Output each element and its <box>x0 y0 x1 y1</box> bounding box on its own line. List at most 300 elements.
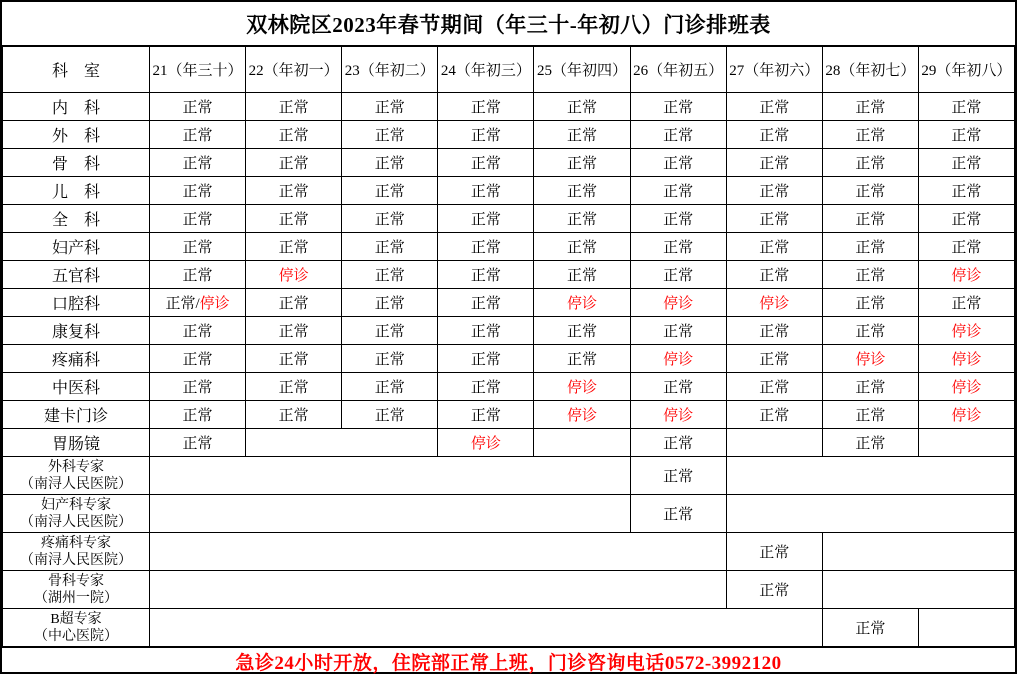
status-open: 正常 <box>855 380 886 396</box>
schedule-cell <box>438 401 534 429</box>
status-open: 正常 <box>855 621 886 637</box>
status-open: 正常 <box>759 128 790 144</box>
status-open: 正常 <box>566 268 597 284</box>
schedule-cell <box>246 177 342 205</box>
table-row <box>3 571 1015 609</box>
status-open: 正常 <box>951 296 982 312</box>
schedule-cell <box>822 205 918 233</box>
status-open: 正常 <box>663 380 694 396</box>
status-open: 正常 <box>759 156 790 172</box>
schedule-cell <box>822 289 918 317</box>
schedule-cell <box>822 571 1014 609</box>
schedule-cell <box>918 609 1014 647</box>
schedule-cell <box>726 93 822 121</box>
status-open: 正常 <box>278 156 309 172</box>
schedule-cell <box>726 457 1014 495</box>
status-open: 正常 <box>951 100 982 116</box>
status-open: 正常 <box>663 436 694 452</box>
schedule-cell <box>534 261 630 289</box>
status-closed: 停诊 <box>951 268 982 284</box>
dept-name: 妇产科专家 <box>41 497 111 513</box>
page-title: 双林院区2023年春节期间（年三十-年初八）门诊排班表 <box>2 2 1015 46</box>
schedule-cell <box>246 149 342 177</box>
schedule-cell <box>150 261 246 289</box>
status-open: 正常 <box>759 212 790 228</box>
dept-label <box>3 571 150 609</box>
status-open: 正常 <box>663 212 694 228</box>
status-open: 正常 <box>182 100 213 116</box>
status-open: 正常 <box>759 240 790 256</box>
schedule-cell <box>438 317 534 345</box>
status-open: 正常 <box>566 184 597 200</box>
schedule-cell <box>246 345 342 373</box>
schedule-cell <box>150 571 727 609</box>
schedule-cell <box>150 495 631 533</box>
status-open: 正常 <box>663 268 694 284</box>
schedule-cell <box>534 205 630 233</box>
status-open: 正常 <box>951 240 982 256</box>
dept-hospital: （南浔人民医院） <box>20 514 132 530</box>
schedule-cell <box>246 205 342 233</box>
dept-label: 五官科 <box>3 261 150 289</box>
table-row <box>3 205 1015 233</box>
schedule-cell <box>342 177 438 205</box>
dept-name: 外科专家 <box>48 459 104 475</box>
schedule-cell <box>630 401 726 429</box>
schedule-cell <box>342 289 438 317</box>
schedule-cell <box>726 121 822 149</box>
schedule-cell <box>246 401 342 429</box>
schedule-cell <box>342 401 438 429</box>
dept-label: 外 科 <box>3 121 150 149</box>
day-header: 29（年初八） <box>918 47 1014 93</box>
schedule-cell <box>438 149 534 177</box>
table-row <box>3 177 1015 205</box>
status-closed: 停诊 <box>199 296 230 312</box>
status-open: 正常 <box>470 296 501 312</box>
schedule-cell <box>150 93 246 121</box>
status-open: 正常 <box>278 100 309 116</box>
status-open: 正常 <box>278 296 309 312</box>
schedule-cell <box>534 121 630 149</box>
status-closed: 停诊 <box>951 352 982 368</box>
dept-hospital: （南浔人民医院） <box>20 476 132 492</box>
dept-label <box>3 495 150 533</box>
dept-hospital: （南浔人民医院） <box>20 552 132 568</box>
schedule-cell <box>438 205 534 233</box>
schedule-cell <box>246 93 342 121</box>
status-open: 正常 <box>182 268 213 284</box>
schedule-cell <box>534 289 630 317</box>
schedule-cell <box>822 401 918 429</box>
status-open: 正常 <box>470 268 501 284</box>
schedule-cell <box>630 93 726 121</box>
table-row <box>3 373 1015 401</box>
schedule-cell <box>630 289 726 317</box>
status-open: 正常 <box>374 380 405 396</box>
schedule-cell <box>438 121 534 149</box>
schedule-cell <box>150 373 246 401</box>
table-row <box>3 345 1015 373</box>
day-header: 24（年初三） <box>438 47 534 93</box>
schedule-cell <box>726 345 822 373</box>
status-open: 正常 <box>470 240 501 256</box>
table-row <box>3 233 1015 261</box>
schedule-cell <box>726 533 822 571</box>
schedule-cell <box>918 373 1014 401</box>
schedule-cell <box>822 609 918 647</box>
schedule-cell <box>630 121 726 149</box>
table-row <box>3 609 1015 647</box>
schedule-cell <box>438 289 534 317</box>
schedule-cell <box>150 121 246 149</box>
schedule-cell <box>342 205 438 233</box>
dept-label: 骨 科 <box>3 149 150 177</box>
status-open: 正常 <box>566 100 597 116</box>
status-open: 正常 <box>759 324 790 340</box>
status-open: 正常 <box>663 184 694 200</box>
schedule-cell <box>342 373 438 401</box>
schedule-cell <box>918 261 1014 289</box>
status-open: 正常 <box>951 212 982 228</box>
status-open: 正常 <box>663 240 694 256</box>
dept-label: 疼痛科 <box>3 345 150 373</box>
schedule-cell <box>438 233 534 261</box>
status-open: 正常 <box>182 240 213 256</box>
status-closed: 停诊 <box>759 296 790 312</box>
status-open: 正常 <box>374 184 405 200</box>
schedule-cell <box>726 317 822 345</box>
status-open: 正常 <box>759 352 790 368</box>
status-closed: 停诊 <box>951 408 982 424</box>
status-open: 正常 <box>855 184 886 200</box>
status-open: 正常 <box>470 408 501 424</box>
schedule-cell <box>150 533 727 571</box>
schedule-cell <box>630 457 726 495</box>
schedule-body <box>3 93 1015 647</box>
status-open: 正常/ <box>165 296 200 312</box>
schedule-cell <box>822 121 918 149</box>
schedule-cell <box>630 495 726 533</box>
dept-hospital: （湖州一院） <box>34 590 118 606</box>
schedule-cell <box>150 345 246 373</box>
status-closed: 停诊 <box>566 408 597 424</box>
schedule-cell <box>150 609 823 647</box>
status-open: 正常 <box>470 380 501 396</box>
status-open: 正常 <box>855 408 886 424</box>
status-open: 正常 <box>855 100 886 116</box>
status-open: 正常 <box>759 380 790 396</box>
schedule-cell <box>150 233 246 261</box>
schedule-cell <box>246 289 342 317</box>
schedule-cell <box>534 317 630 345</box>
status-closed: 停诊 <box>951 380 982 396</box>
schedule-cell <box>918 149 1014 177</box>
dept-label: 胃肠镜 <box>3 429 150 457</box>
status-open: 正常 <box>278 184 309 200</box>
status-open: 正常 <box>855 268 886 284</box>
schedule-cell <box>534 149 630 177</box>
table-row <box>3 533 1015 571</box>
schedule-cell <box>630 429 726 457</box>
schedule-cell <box>726 495 1014 533</box>
schedule-cell <box>534 373 630 401</box>
status-open: 正常 <box>374 156 405 172</box>
schedule-cell <box>342 149 438 177</box>
status-open: 正常 <box>759 545 790 561</box>
status-open: 正常 <box>663 128 694 144</box>
table-row <box>3 261 1015 289</box>
status-open: 正常 <box>566 240 597 256</box>
schedule-cell <box>246 317 342 345</box>
schedule-cell <box>342 233 438 261</box>
dept-label: 妇产科 <box>3 233 150 261</box>
status-open: 正常 <box>566 128 597 144</box>
schedule-cell <box>150 429 246 457</box>
schedule-cell <box>822 533 1014 571</box>
day-header: 22（年初一） <box>246 47 342 93</box>
status-closed: 停诊 <box>951 324 982 340</box>
schedule-cell <box>246 373 342 401</box>
table-row <box>3 149 1015 177</box>
schedule-cell <box>630 233 726 261</box>
dept-label: 康复科 <box>3 317 150 345</box>
schedule-cell <box>726 571 822 609</box>
schedule-cell <box>342 261 438 289</box>
status-open: 正常 <box>566 212 597 228</box>
day-header: 27（年初六） <box>726 47 822 93</box>
day-header: 28（年初七） <box>822 47 918 93</box>
dept-label: 中医科 <box>3 373 150 401</box>
schedule-cell <box>246 261 342 289</box>
status-open: 正常 <box>855 296 886 312</box>
status-open: 正常 <box>182 156 213 172</box>
dept-name: 疼痛科专家 <box>41 535 111 551</box>
status-open: 正常 <box>374 268 405 284</box>
day-header: 23（年初二） <box>342 47 438 93</box>
schedule-cell <box>822 317 918 345</box>
status-open: 正常 <box>374 352 405 368</box>
schedule-cell <box>822 345 918 373</box>
status-open: 正常 <box>278 212 309 228</box>
dept-label <box>3 533 150 571</box>
day-header: 26（年初五） <box>630 47 726 93</box>
status-open: 正常 <box>374 100 405 116</box>
status-open: 正常 <box>374 296 405 312</box>
schedule-cell <box>342 121 438 149</box>
status-open: 正常 <box>759 268 790 284</box>
schedule-cell <box>822 261 918 289</box>
schedule-cell <box>342 345 438 373</box>
table-row <box>3 289 1015 317</box>
schedule-cell <box>918 289 1014 317</box>
status-open: 正常 <box>374 128 405 144</box>
corner-header: 科 室 <box>3 47 150 93</box>
status-closed: 停诊 <box>663 352 694 368</box>
schedule-cell <box>534 233 630 261</box>
schedule-cell <box>630 345 726 373</box>
schedule-cell <box>150 177 246 205</box>
dept-label <box>3 609 150 647</box>
status-open: 正常 <box>855 212 886 228</box>
schedule-cell <box>438 261 534 289</box>
table-row <box>3 121 1015 149</box>
status-open: 正常 <box>278 128 309 144</box>
schedule-cell <box>630 373 726 401</box>
schedule-cell <box>918 317 1014 345</box>
schedule-cell <box>726 261 822 289</box>
status-open: 正常 <box>951 128 982 144</box>
schedule-cell <box>534 401 630 429</box>
schedule-cell <box>342 317 438 345</box>
status-open: 正常 <box>470 212 501 228</box>
schedule-cell <box>150 401 246 429</box>
status-open: 正常 <box>278 352 309 368</box>
status-open: 正常 <box>278 324 309 340</box>
status-open: 正常 <box>182 380 213 396</box>
status-open: 正常 <box>182 408 213 424</box>
status-open: 正常 <box>374 408 405 424</box>
status-open: 正常 <box>855 128 886 144</box>
schedule-cell <box>438 345 534 373</box>
status-open: 正常 <box>278 240 309 256</box>
status-open: 正常 <box>566 156 597 172</box>
schedule-cell <box>630 205 726 233</box>
status-open: 正常 <box>470 156 501 172</box>
status-open: 正常 <box>374 240 405 256</box>
schedule-cell <box>918 429 1014 457</box>
status-open: 正常 <box>182 436 213 452</box>
status-open: 正常 <box>182 324 213 340</box>
status-open: 正常 <box>182 352 213 368</box>
status-closed: 停诊 <box>566 380 597 396</box>
schedule-cell <box>534 177 630 205</box>
day-header: 25（年初四） <box>534 47 630 93</box>
schedule-cell <box>726 149 822 177</box>
status-open: 正常 <box>470 352 501 368</box>
status-open: 正常 <box>182 128 213 144</box>
table-row <box>3 429 1015 457</box>
status-open: 正常 <box>566 352 597 368</box>
schedule-cell <box>822 373 918 401</box>
status-open: 正常 <box>470 184 501 200</box>
schedule-cell <box>918 345 1014 373</box>
schedule-cell <box>150 205 246 233</box>
status-open: 正常 <box>759 184 790 200</box>
status-open: 正常 <box>663 469 694 485</box>
schedule-cell <box>246 429 438 457</box>
status-open: 正常 <box>663 507 694 523</box>
schedule-cell <box>918 401 1014 429</box>
schedule-cell <box>342 93 438 121</box>
status-open: 正常 <box>663 100 694 116</box>
schedule-cell <box>918 233 1014 261</box>
day-header: 21（年三十） <box>150 47 246 93</box>
dept-label: 建卡门诊 <box>3 401 150 429</box>
schedule-cell <box>150 317 246 345</box>
schedule-cell <box>918 121 1014 149</box>
footer-notice: 急诊24小时开放，住院部正常上班，门诊咨询电话0572-3992120 <box>2 647 1015 675</box>
schedule-cell <box>438 177 534 205</box>
schedule-cell <box>150 457 631 495</box>
status-open: 正常 <box>663 156 694 172</box>
table-row <box>3 401 1015 429</box>
schedule-cell <box>630 149 726 177</box>
status-open: 正常 <box>374 324 405 340</box>
schedule-cell <box>726 429 822 457</box>
dept-label <box>3 457 150 495</box>
status-open: 正常 <box>182 184 213 200</box>
status-open: 正常 <box>470 128 501 144</box>
schedule-cell <box>630 177 726 205</box>
status-open: 正常 <box>855 324 886 340</box>
status-open: 正常 <box>855 240 886 256</box>
schedule-cell <box>630 261 726 289</box>
table-row <box>3 495 1015 533</box>
schedule-cell <box>726 401 822 429</box>
status-open: 正常 <box>374 212 405 228</box>
status-open: 正常 <box>855 436 886 452</box>
schedule-table <box>2 46 1015 647</box>
dept-name: 骨科专家 <box>48 573 104 589</box>
status-open: 正常 <box>470 324 501 340</box>
schedule-cell <box>534 345 630 373</box>
schedule-cell <box>726 177 822 205</box>
schedule-cell <box>918 177 1014 205</box>
schedule-cell <box>726 373 822 401</box>
status-open: 正常 <box>663 324 694 340</box>
status-open: 正常 <box>759 408 790 424</box>
dept-label: 儿 科 <box>3 177 150 205</box>
schedule-cell <box>438 373 534 401</box>
schedule-cell <box>438 93 534 121</box>
schedule-cell <box>822 177 918 205</box>
status-open: 正常 <box>759 100 790 116</box>
schedule-cell <box>918 205 1014 233</box>
schedule-cell <box>534 93 630 121</box>
schedule-cell <box>246 233 342 261</box>
schedule-cell <box>822 233 918 261</box>
dept-label: 口腔科 <box>3 289 150 317</box>
schedule-cell <box>918 93 1014 121</box>
header-row <box>3 47 1015 93</box>
status-open: 正常 <box>951 156 982 172</box>
schedule-cell <box>150 289 246 317</box>
dept-name: B超专家 <box>50 611 102 627</box>
status-open: 正常 <box>182 212 213 228</box>
schedule-cell <box>534 429 630 457</box>
dept-hospital: （中心医院） <box>34 628 118 644</box>
status-open: 正常 <box>278 408 309 424</box>
schedule-cell <box>438 429 534 457</box>
table-row <box>3 457 1015 495</box>
schedule-cell <box>822 429 918 457</box>
dept-label: 全 科 <box>3 205 150 233</box>
schedule-cell <box>150 149 246 177</box>
schedule-cell <box>822 93 918 121</box>
status-open: 正常 <box>951 184 982 200</box>
status-open: 正常 <box>278 380 309 396</box>
schedule-cell <box>726 289 822 317</box>
status-open: 正常 <box>470 100 501 116</box>
schedule-cell <box>726 233 822 261</box>
schedule-cell <box>246 121 342 149</box>
status-closed: 停诊 <box>470 436 501 452</box>
schedule-cell <box>726 205 822 233</box>
table-row <box>3 93 1015 121</box>
table-row <box>3 317 1015 345</box>
schedule-cell <box>822 149 918 177</box>
